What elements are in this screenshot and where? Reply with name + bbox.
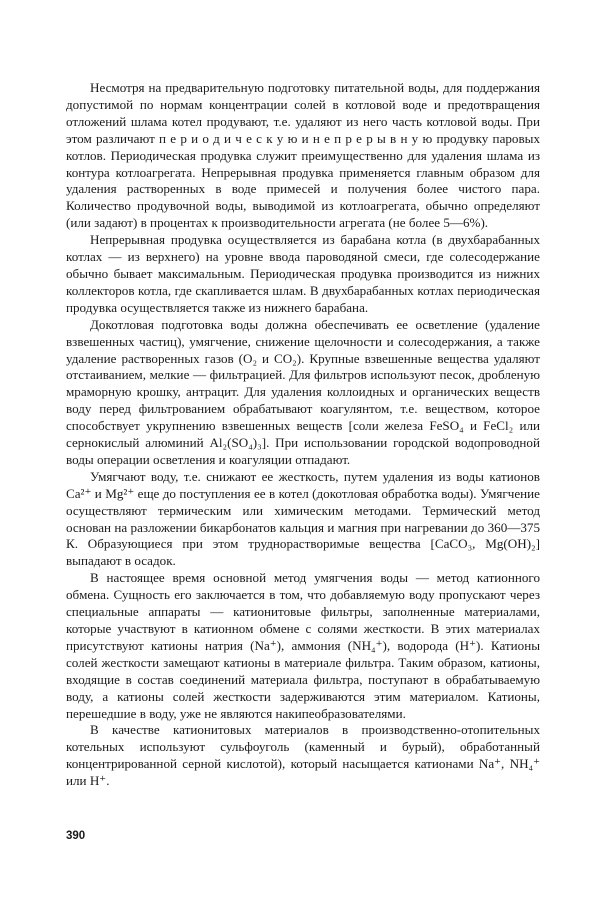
paragraph-cationite-materials: В качестве катионитовых материалов в производственно-отопительных котельных используют сульфоуголь (каменный и бурый), обработанный концентрированной серной кислотой), который насыщается катионами Na⁺, NH₄⁺ или H⁺.	[66, 722, 540, 789]
paragraph-blowdown-intro: Несмотря на предварительную подготовку питательной воды, для поддержания допустимой по нормам концентрации солей в котловой воде и предотвращения отложений шлама котел продувают, т.е. удаляют из него часть котловой воды. При этом различают п е р и о д и ч е с к у ю и н е п р е р ы в н у ю продувку паровых котлов. Периодическая продувка служит преимущественно для удаления шлама из контура котлоагрегата. Непрерывная продувка применяется главным образом для удаления растворенных в воде примесей и получения более чистого пара. Количество продувочной воды, выводимой из котлоагрегата, обычно определяют (или задают) в процентах к производительности агрегата (не более 5—6%).	[66, 80, 540, 231]
paragraph-cation-exchange: В настоящее время основной метод умягчения воды — метод катионного обмена. Сущность его заключается в том, что добавляемую воду пропускают через специальные аппараты — катионитовые фильтры, заполненные материалами, которые участвуют в катионном обмене с солями жесткости. В этих материалах присутствуют катионы натрия (Na⁺), аммония (NH₄⁺), водорода (H⁺). Катионы солей жесткости замещают катионы в материале фильтра. Таким образом, катионы, входящие в состав соединений материала фильтра, поступают в обрабатываемую воду, а катионы солей жесткости задерживаются этим материалом. Катионы, перешедшие в воду, уже не являются накипеобразователями.	[66, 570, 540, 721]
body-text	[66, 80, 540, 790]
paragraph-continuous-blowdown: Непрерывная продувка осуществляется из барабана котла (в двухбарабанных котлах — из верхнего) на уровне ввода пароводяной смеси, где солесодержание обычно бывает максимальным. Периодическая продувка производится из нижних коллекторов котла, где скапливается шлам. В двухбарабанных котлах периодическая продувка осуществляется также из нижнего барабана.	[66, 232, 540, 315]
paragraph-pre-boiler-treatment: Докотловая подготовка воды должна обеспечивать ее осветление (удаление взвешенных частиц), умягчение, снижение щелочности и солесодержания, а также удаление растворенных газов (O₂ и CO₂). Крупные взвешенные вещества удаляют отстаиванием, мелкие — фильтрацией. Для фильтров используют песок, дробленую мраморную крошку, антрацит. Для удаления коллоидных и органических веществ воду перед фильтрованием обрабатывают коагулянтом, т.е. веществом, которое способствует укрупнению взвешенных веществ [соли железа FeSO₄ и FeCl₂ или сернокислый алюминий Al₂(SO₄)₃]. При использовании городской водопроводной воды операции осветления и коагуляции отпадают.	[66, 316, 540, 467]
paragraph-water-softening: Умягчают воду, т.е. снижают ее жесткость, путем удаления из воды катионов Ca²⁺ и Mg²⁺ еще до поступления ее в котел (докотловая обработка воды). Умягчение осуществляют термическим или химическим методами. Термический метод основан на разложении бикарбонатов кальция и магния при нагревании до 360—375 К. Образующиеся при этом труднорастворимые вещества [CaCO₃, Mg(OH)₂] выпадают в осадок.	[66, 468, 540, 569]
page-number: 390	[66, 830, 86, 842]
